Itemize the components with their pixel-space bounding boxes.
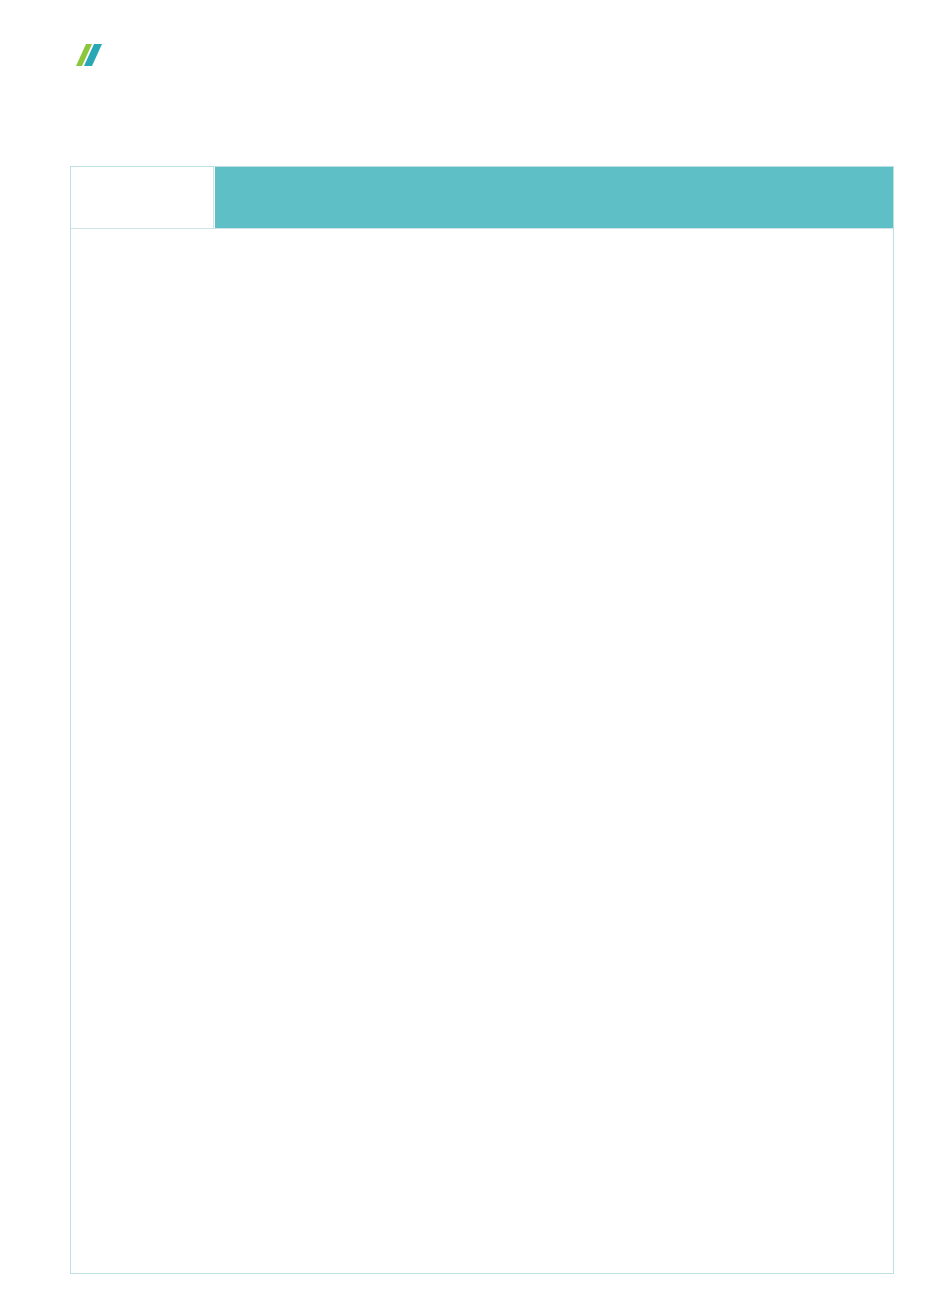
brand-logo-icon	[72, 40, 104, 68]
tagline-2	[460, 80, 466, 108]
feature-list	[215, 167, 893, 228]
tagline-4	[460, 114, 466, 142]
page-header	[0, 0, 952, 160]
tagline-1	[72, 80, 78, 108]
tagline-3	[72, 114, 78, 142]
product-category-table	[70, 166, 894, 1274]
brand-name	[71, 167, 214, 228]
table-header-row	[71, 167, 893, 229]
